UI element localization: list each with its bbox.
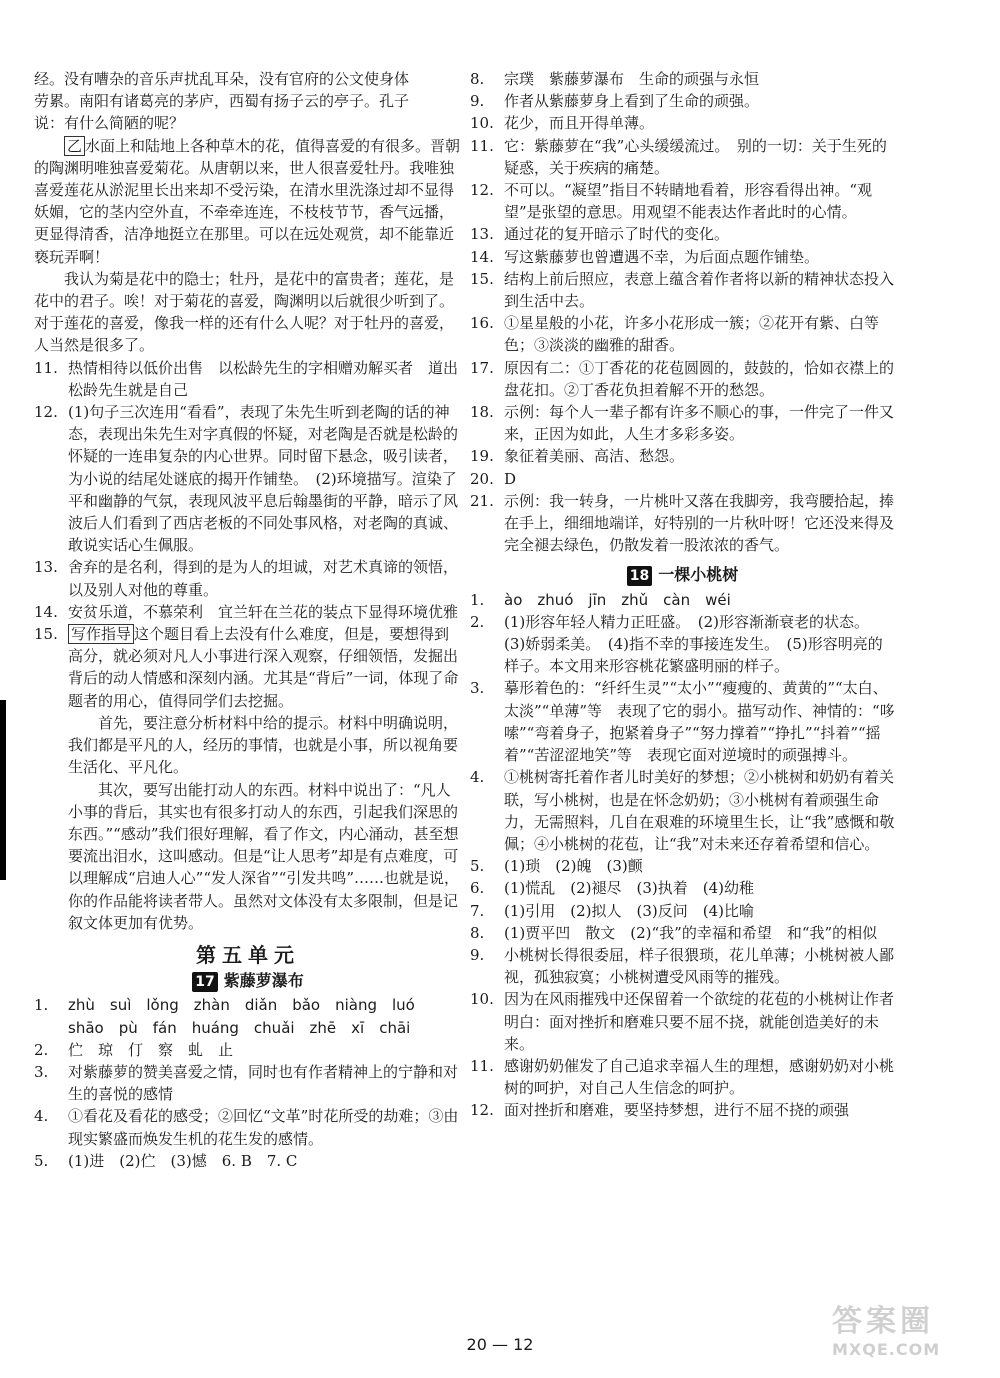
item-text: 对紫藤萝的赞美喜爱之情，同时也有作者精神上的宁静和对生的喜悦的感情: [68, 1062, 459, 1104]
item-text: (1)形容年轻人精力正旺盛。 (2)形容渐渐衰老的状态。 (3)娇弱柔美。 (4)指不幸的事接连发生。 (5)形容明亮的样子。本文用来形容桃花繁盛明丽的样子。: [504, 612, 883, 676]
item-text: 宗璞 紫藤萝瀑布 生命的顽强与永恒: [504, 70, 760, 88]
item-number: 5.: [470, 857, 485, 876]
answer-list-lesson-17: [34, 994, 462, 1172]
paragraph-translation-2: 我认为菊是花中的隐士；牡丹，是花中的富贵者；莲花，是花中的君子。唉！对于菊花的喜爱，陶渊明以后就很少听到了。对于莲花的喜爱，像我一样的还有什么人呢？对于牡丹的喜爱，人当然是很多了。: [34, 269, 455, 355]
item-text: 结构上前后照应，表意上蕴含着作者将以新的精神状态投入到生活中去。: [504, 269, 895, 311]
item-text: 摹形着色的：“纤纤生灵”“太小”“瘦瘦的、黄黄的”“太白、太淡”“单薄”等 表现了它的弱小。描写动作、神情的：“哆嗦”“弯着身子，抱紧着身子”“努力撑着”“挣扎”“抖着”“摇着”“苦涩涩地笑”等 表现它面对逆境时的顽强搏斗。: [504, 679, 895, 765]
item-number: 5.: [34, 1151, 49, 1170]
item-text: (1)句子三次连用“看看”，表现了朱先生听到老陶的话的神态，表现出朱先生对字真假的怀疑，对老陶是否就是松龄的怀疑的一连串复杂的内心世界。同时留下悬念，吸引读者，为小说的结尾处谜底的揭开作铺垫。 (2)环境描写。渲染了平和幽静的气氛，表现风波平息后翰墨街的平静，暗示了风波后人们看到了西店老板的不同处事风格，对老陶的真诚、敢说实话心生佩服。: [68, 403, 459, 555]
item-text: 感谢奶奶催发了自己追求幸福人生的理想，感谢奶奶对小桃树的呵护，对自己人生信念的呵护。: [504, 1056, 895, 1098]
watermark-url: MXQE.COM: [832, 1340, 941, 1359]
continuation-lines: [34, 68, 462, 135]
item-text: [68, 623, 462, 712]
item-text: 示例：我一转身，一片桃叶又落在我脚旁，我弯腰拾起，捧在手上，细细地端详，好特别的一片秋叶呀！它还没来得及完全褪去绿色，仍散发着一股浓浓的香气。: [504, 491, 895, 555]
item-number: 7.: [470, 901, 485, 920]
item-number: 13.: [34, 558, 58, 577]
item-text: 因为在风雨摧残中还保留着一个欲绽的花苞的小桃树让作者明白：面对挫折和磨难只要不屈不挠，就能创造美好的未来。: [504, 990, 895, 1053]
item-text: 面对挫折和磨难，要坚持梦想，进行不屈不挠的顽强: [504, 1101, 850, 1120]
answer-item: [34, 1017, 462, 1039]
item-number: 17.: [470, 358, 494, 377]
answer-item: [470, 312, 895, 356]
item-text: 示例：每个人一辈子都有许多不顺心的事，一件完了一件又来，正因为如此，人生才多彩多姿。: [504, 403, 895, 444]
item-number: 20.: [470, 469, 494, 488]
item-text: 热情相待以低价出售 以松龄先生的字相赠劝解买者 道出松龄先生就是自己: [68, 358, 459, 399]
item-text: D: [504, 469, 517, 488]
item-text: (1)慌乱 (2)褪尽 (3)执着 (4)幼稚: [504, 879, 754, 898]
answer-list-right-a: [470, 68, 895, 556]
item-number: 19.: [470, 447, 494, 466]
answer-list-left: [34, 357, 462, 623]
answer-item: [470, 1099, 895, 1121]
item-text: 不可以。“凝望”指目不转睛地看着，形容看得出神。“观望”是张望的意思。用观望不能表达作者此时的心情。: [504, 181, 873, 222]
item-text: (1)进 (2)伫 (3)憾 6. B 7. C: [68, 1151, 298, 1170]
item-text: 作者从紫藤萝身上看到了生命的顽强。: [504, 92, 760, 111]
item-text: 象征着美丽、高洁、愁怨。: [504, 447, 685, 466]
paragraph-yi-text: 水面上和陆地上各种草木的花，值得喜爱的有很多。晋朝的陶渊明唯独喜爱菊花。从唐朝以来，世人很喜爱牡丹。我唯独喜爱莲花从淤泥里长出来却不受污染，在清水里洗涤过却不显得妖媚，它的茎内空外直，不牵牵连连，不枝枝节节，香气远播，更显得清香，洁净地挺立在那里。可以在远处观赏，却不能靠近亵玩弄啊！: [34, 136, 461, 266]
writing-guide-p3: 其次，要写出能打动人的东西。材料中说出了：“凡人小事的背后，其实也有很多打动人的东西，引起我们深思的东西。”“感动”我们很好理解，看了作文，内心涌动，甚至想要流出泪水，这叫感动。但是“让人思考”却是有点难度，可以理解成“启迪人心”“发人深省”“引发共鸣”……也就是说，你的作品能将读者带人。虽然对文体没有太多限制，但是记叙文体更加有优势。: [68, 780, 460, 932]
answer-item: [470, 268, 895, 312]
item-number: 10.: [470, 990, 494, 1009]
answer-item: [470, 90, 895, 112]
pinyin-line: ào zhuó jīn zhǔ càn wéi: [504, 590, 731, 609]
item-number: 11.: [470, 136, 494, 155]
item-number: 1.: [34, 996, 49, 1015]
answer-item: [470, 944, 895, 988]
answer-item-15-p3: [34, 779, 462, 934]
paragraph-yi-mark: 乙: [64, 136, 85, 156]
answer-item: [470, 135, 895, 179]
item-number: 2.: [34, 1040, 49, 1059]
item-number: 9.: [470, 945, 485, 964]
item-number: 11.: [34, 358, 58, 377]
item-number: 3.: [470, 679, 485, 698]
answer-item: [470, 468, 895, 490]
item-text: 小桃树长得很委屈，样子很猥琐，花儿单薄；小桃树被人鄙视，孤独寂寞；小桃树遭受风雨等的摧残。: [504, 945, 895, 987]
item-number: 15.: [470, 269, 494, 288]
item-number: 11.: [470, 1056, 494, 1075]
answer-item-15-p2: [34, 712, 462, 779]
answer-item: [34, 994, 462, 1016]
answer-item: [470, 589, 895, 611]
answer-item: [470, 68, 895, 90]
lesson-18-title: 一棵小桃树: [658, 565, 739, 585]
left-column: [34, 68, 462, 1172]
answer-item-15: [34, 623, 462, 712]
answer-item: [470, 988, 895, 1055]
answer-item: [470, 490, 895, 557]
item-text: 写这紫藤萝也曾遭遇不幸，为后面点题作铺垫。: [504, 247, 820, 266]
item-number: 12.: [34, 403, 58, 422]
answer-item: [470, 1055, 895, 1099]
pinyin-line: zhù suì lǒng zhàn diǎn bǎo niàng luó: [68, 996, 415, 1015]
page-number: 20 — 12: [466, 1335, 534, 1354]
binding-mark: [0, 700, 6, 880]
answer-item: [470, 855, 895, 877]
item-number: 18.: [470, 403, 494, 422]
lesson-18-heading: [470, 564, 895, 586]
answer-item: [470, 677, 895, 766]
item-text: ①看花及看花的感受；②回忆“文革”时花所受的劫难；③由现实繁盛而焕发生机的花生发的感情。: [68, 1107, 459, 1148]
item-number: 21.: [470, 491, 494, 510]
item-number: [34, 1017, 68, 1039]
unit-title: 第五单元: [196, 942, 300, 967]
item-number: 4.: [470, 768, 485, 787]
item-text: (1)贾平凹 散文 (2)“我”的幸福和希望 和“我”的相似: [504, 923, 878, 942]
item-number: 8.: [470, 923, 485, 942]
item-text: 安贫乐道，不慕荣利 宜兰轩在兰花的装点下显得环境优雅: [68, 602, 459, 621]
answer-item: [470, 401, 895, 445]
item-number: 8.: [470, 70, 485, 88]
answer-item: [470, 900, 895, 922]
item-number: 14.: [470, 247, 494, 266]
text-line: 说：有什么简陋的呢？: [34, 114, 185, 133]
lesson-17-number: 17: [192, 972, 217, 992]
item-number: 16.: [470, 314, 494, 333]
answer-item: [470, 112, 895, 134]
text-line: 经。没有嘈杂的音乐声扰乱耳朵，没有官府的公文使身体: [34, 70, 410, 88]
item-text: (1)琐 (2)魄 (3)颤: [504, 857, 643, 876]
item-text: 伫 琼 仃 察 虬 止: [68, 1040, 234, 1059]
lesson-17-heading: [34, 970, 462, 992]
writing-guide-tag: 写作指导: [68, 624, 134, 644]
answer-item: [470, 179, 895, 223]
item-number: 13.: [470, 225, 494, 244]
item-number: 3.: [34, 1062, 49, 1081]
answer-item: [34, 357, 462, 401]
item-number: 12.: [470, 1101, 494, 1120]
watermark-logo: [832, 1296, 982, 1366]
answer-item: [34, 1061, 462, 1105]
answer-item: [470, 922, 895, 944]
item-text: 舍弃的是名利，得到的是为人的坦诚，对艺术真谛的领悟，以及别人对他的尊重。: [68, 558, 459, 599]
item-number: 15.: [34, 625, 58, 644]
answer-item: [470, 357, 895, 401]
lesson-17-title: 紫藤萝瀑布: [223, 971, 304, 991]
item-number: 4.: [34, 1107, 49, 1126]
writing-guide-text: 这个题目看上去没有什么难度，但是，要想得到高分，就必须对凡人小事进行深入观察，仔细领悟，发掘出背后的动人情感和深刻内涵。尤其是“背后”一词，体现了命题者的用心，值得同学们去挖掘。: [68, 625, 459, 710]
item-text: ①星星般的小花，许多小花形成一簇；②花开有紫、白等色；③淡淡的幽雅的甜香。: [504, 314, 880, 355]
item-text: ①桃树寄托着作者儿时美好的梦想；②小桃树和奶奶有着关联，写小桃树，也是在怀念奶奶；③小桃树有着顽强生命力，无需照料，几自在艰难的环境里生长，让“我”感慨和敬佩；④小桃树的花苞，让“我”对未来还存着希望和信心。: [504, 768, 895, 853]
answer-item: [470, 445, 895, 467]
watermark-main: 答案圈: [832, 1304, 934, 1339]
answer-item: [470, 246, 895, 268]
answer-item: [34, 556, 462, 600]
answer-item: [470, 766, 895, 855]
answer-item: [34, 1150, 462, 1172]
item-text: 通过花的复开暗示了时代的变化。: [504, 225, 730, 244]
answer-item: [470, 223, 895, 245]
item-number: 1.: [470, 590, 485, 609]
item-number: 10.: [470, 114, 494, 133]
item-number: 14.: [34, 602, 58, 621]
answer-item: [470, 877, 895, 899]
right-column: [470, 68, 895, 1122]
item-number: 6.: [470, 879, 485, 898]
item-number: 9.: [470, 92, 485, 111]
item-text: (1)引用 (2)拟人 (3)反问 (4)比喻: [504, 901, 754, 920]
item-text: 花少，而且开得单薄。: [504, 114, 655, 133]
pinyin-line: shāo pù fán huáng chuǎi zhē xī chāi: [68, 1018, 411, 1037]
answer-item: [34, 1039, 462, 1061]
writing-guide-p2: 首先，要注意分析材料中给的提示。材料中明确说明，我们都是平凡的人，经历的事情，也就是小事，所以视角要生活化、平凡化。: [68, 713, 459, 777]
item-text: 原因有二：①丁香花的花苞圆圆的，鼓鼓的，恰如衣襟上的盘花扣。②丁香花负担着解不开的愁怨。: [504, 358, 895, 399]
lesson-18-number: 18: [627, 566, 652, 586]
answer-item: [470, 611, 895, 678]
answer-item: [34, 601, 462, 623]
text-line: 劳累。南阳有诸葛亮的茅庐，西蜀有扬子云的亭子。孔子: [34, 92, 410, 111]
item-number: 12.: [470, 181, 494, 200]
answer-item: [34, 401, 462, 556]
item-number: 2.: [470, 612, 485, 631]
answer-item: [34, 1105, 462, 1149]
paragraph-yi: [34, 135, 462, 268]
answer-list-right-b: [470, 589, 895, 1122]
item-text: 它：紫藤萝在“我”心头缓缓流过。 别的一切：关于生死的疑惑，关于疾病的痛楚。: [504, 136, 887, 177]
